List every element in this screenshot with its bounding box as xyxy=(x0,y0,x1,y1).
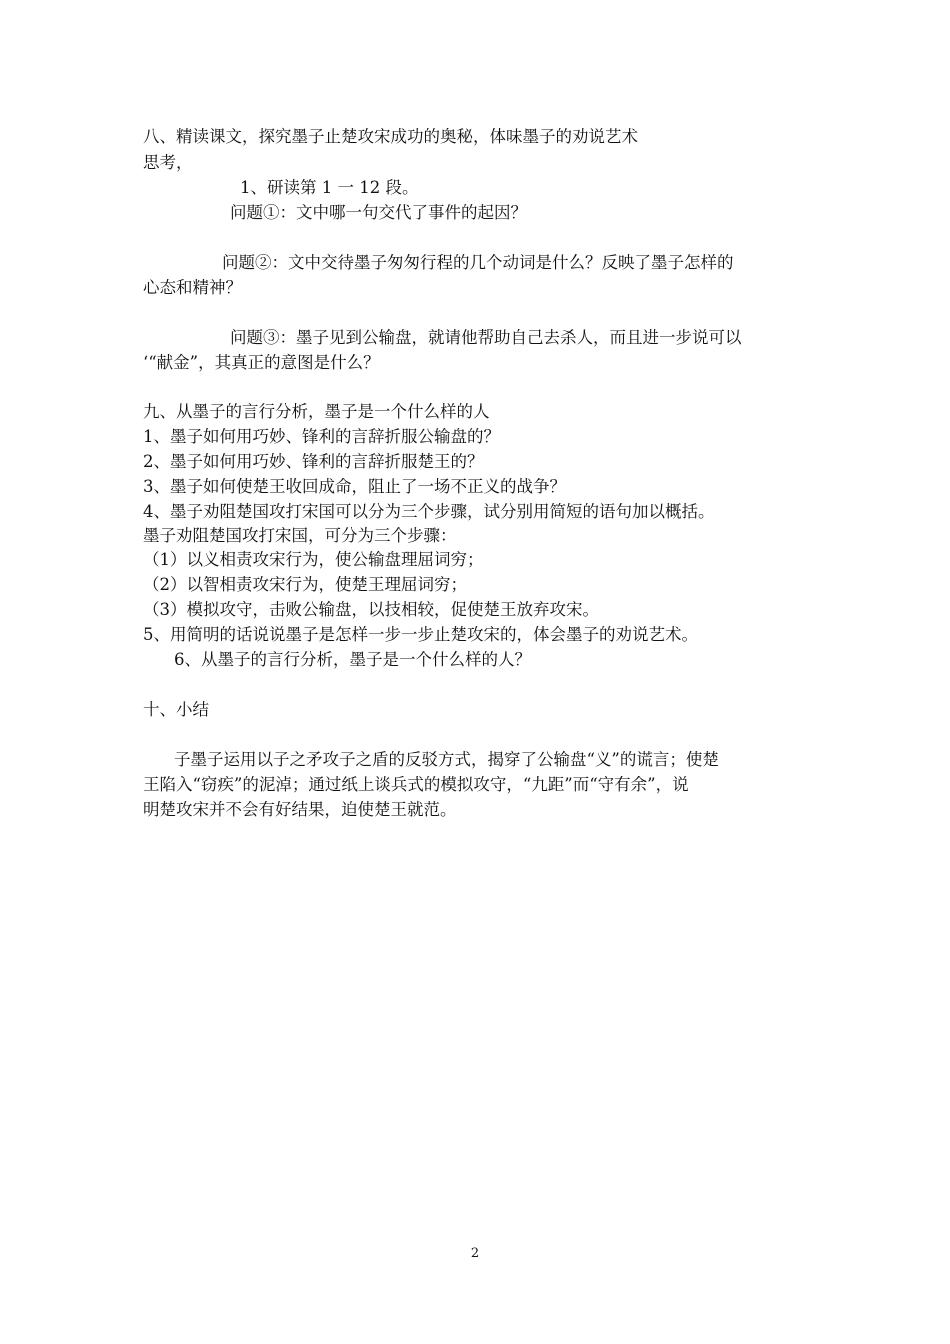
question-2-line-1: 问题②：文中交待墨子匆匆行程的几个动词是什么？反映了墨子怎样的 xyxy=(222,253,734,272)
question-1: 问题①：文中哪一句交代了事件的起因？ xyxy=(230,203,527,222)
question-3-line-2: ‘“献金”，其真正的意图是什么？ xyxy=(143,353,380,372)
list-item: 4、墨子劝阻楚国攻打宋国可以分为三个步骤，试分别用简短的语句加以概括。 xyxy=(143,502,715,521)
summary-line-1: 子墨子运用以子之矛攻子之盾的反驳方式，揭穿了公输盘“义”的谎言；使楚 xyxy=(174,750,719,769)
list-item: 1、墨子如何用巧妙、锋利的言辞折服公输盘的？ xyxy=(143,427,500,446)
item-1: 1、研读第 1 一 12 段。 xyxy=(240,178,419,197)
list-item: 墨子劝阻楚国攻打宋国，可分为三个步骤： xyxy=(143,526,457,545)
section-9-heading: 九、从墨子的言行分析，墨子是一个什么样的人 xyxy=(143,402,490,421)
list-item: 5、用简明的话说说墨子是怎样一步一步止楚攻宋的，体会墨子的劝说艺术。 xyxy=(143,625,698,644)
think-label: 思考， xyxy=(143,153,193,172)
list-item: 6、从墨子的言行分析，墨子是一个什么样的人？ xyxy=(174,650,531,669)
page-number: 2 xyxy=(470,1246,480,1261)
list-item: （3）模拟攻守，击败公输盘，以技相较，促使楚王放弃攻宋。 xyxy=(143,600,599,619)
list-item: （1）以义相责攻宋行为，使公输盘理屈词穷； xyxy=(143,550,484,569)
list-item: 2、墨子如何用巧妙、锋利的言辞折服楚王的？ xyxy=(143,452,484,471)
section-10-heading: 十、小结 xyxy=(143,700,209,719)
summary-line-3: 明楚攻宋并不会有好结果，迫使楚王就范。 xyxy=(143,800,457,819)
question-3-line-1: 问题③：墨子见到公输盘，就请他帮助自己去杀人，而且进一步说可以 xyxy=(230,328,742,347)
question-2-line-2: 心态和精神？ xyxy=(143,278,242,297)
section-8-heading: 八、精读课文，探究墨子止楚攻宋成功的奥秘，体味墨子的劝说艺术 xyxy=(143,127,638,146)
list-item: 3、墨子如何使楚王收回成命，阻止了一场不正义的战争？ xyxy=(143,477,566,496)
list-item: （2）以智相责攻宋行为，使楚王理屈词穷； xyxy=(143,575,467,594)
summary-line-2: 王陷入“窃疾”的泥淖；通过纸上谈兵式的模拟攻守，“九距”而“守有余”，说 xyxy=(143,775,689,794)
